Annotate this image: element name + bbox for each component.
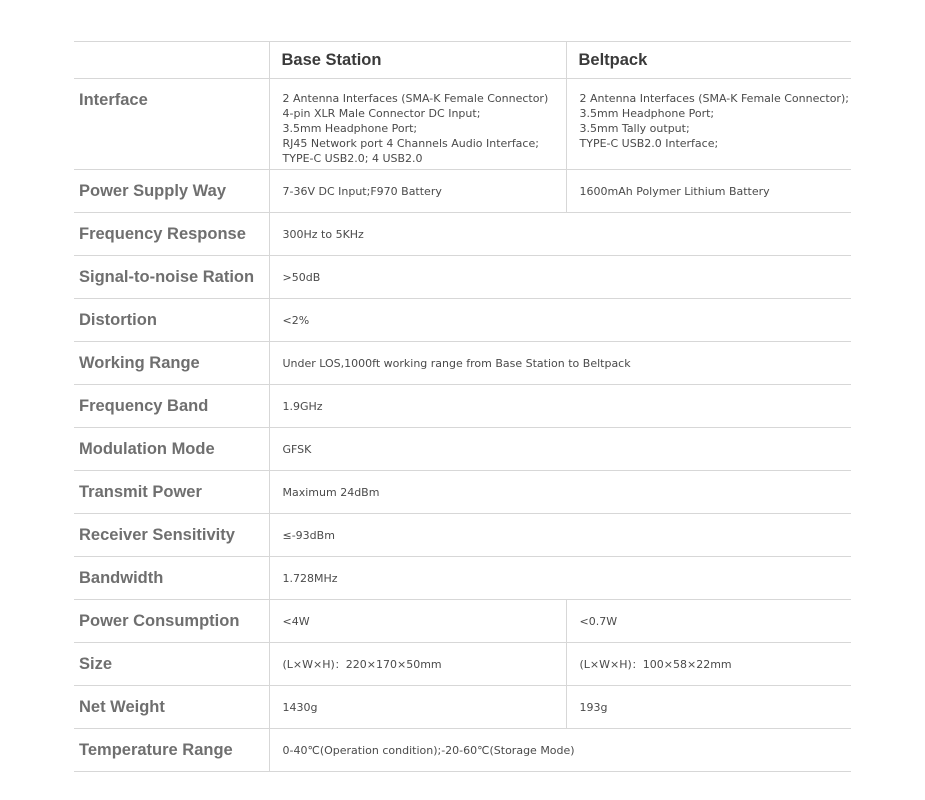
text-line: 2 Antenna Interfaces (SMA-K Female Connector) bbox=[282, 92, 549, 105]
table-row-temperature-range bbox=[74, 729, 851, 772]
shared-value: ≤-93dBm bbox=[269, 514, 851, 557]
text-line: 3.5mm Tally output; bbox=[579, 122, 690, 135]
table-row-frequency-response bbox=[74, 213, 851, 256]
row-label: Modulation Mode bbox=[74, 428, 269, 471]
row-label: Size bbox=[74, 643, 269, 686]
shared-value: Maximum 24dBm bbox=[269, 471, 851, 514]
beltpack-value: <0.7W bbox=[566, 600, 851, 643]
row-label: Power Consumption bbox=[74, 600, 269, 643]
text-line: TYPE-C USB2.0 Interface; bbox=[579, 137, 719, 150]
shared-value: 1.728MHz bbox=[269, 557, 851, 600]
row-label: Frequency Band bbox=[74, 385, 269, 428]
beltpack-value bbox=[566, 79, 851, 170]
table-row-distortion bbox=[74, 299, 851, 342]
table-row-power-supply bbox=[74, 170, 851, 213]
base-station-value bbox=[269, 79, 566, 170]
row-label: Bandwidth bbox=[74, 557, 269, 600]
row-label: Signal-to-noise Ration bbox=[74, 256, 269, 299]
header-corner bbox=[74, 42, 269, 79]
base-station-value: (L×W×H)：220×170×50mm bbox=[269, 643, 566, 686]
table-row-interface bbox=[74, 79, 851, 170]
base-station-value: 7-36V DC Input;F970 Battery bbox=[269, 170, 566, 213]
shared-value: 300Hz to 5KHz bbox=[269, 213, 851, 256]
table-row-working-range bbox=[74, 342, 851, 385]
row-label: Temperature Range bbox=[74, 729, 269, 772]
shared-value: >50dB bbox=[269, 256, 851, 299]
text-line: 3.5mm Headphone Port; bbox=[579, 107, 715, 120]
table-row-frequency-band bbox=[74, 385, 851, 428]
beltpack-value: (L×W×H)：100×58×22mm bbox=[566, 643, 851, 686]
column-header-beltpack: Beltpack bbox=[566, 42, 851, 79]
row-label: Distortion bbox=[74, 299, 269, 342]
table-row-modulation-mode bbox=[74, 428, 851, 471]
row-label: Net Weight bbox=[74, 686, 269, 729]
text-line: 3.5mm Headphone Port; bbox=[282, 122, 418, 135]
text-line: RJ45 Network port 4 Channels Audio Interface; bbox=[282, 137, 539, 150]
table-row-signal-to-noise bbox=[74, 256, 851, 299]
header-row bbox=[74, 42, 851, 79]
table-row-bandwidth bbox=[74, 557, 851, 600]
column-header-base-station: Base Station bbox=[269, 42, 566, 79]
row-label: Frequency Response bbox=[74, 213, 269, 256]
row-label: Interface bbox=[74, 79, 269, 170]
text-line: 2 Antenna Interfaces (SMA-K Female Connector); bbox=[579, 92, 849, 105]
shared-value: 1.9GHz bbox=[269, 385, 851, 428]
table-row-transmit-power bbox=[74, 471, 851, 514]
beltpack-value: 1600mAh Polymer Lithium Battery bbox=[566, 170, 851, 213]
beltpack-value: 193g bbox=[566, 686, 851, 729]
shared-value: 0-40℃(Operation condition);-20-60℃(Storage Mode) bbox=[269, 729, 851, 772]
row-label: Transmit Power bbox=[74, 471, 269, 514]
row-label: Receiver Sensitivity bbox=[74, 514, 269, 557]
shared-value: <2% bbox=[269, 299, 851, 342]
base-station-value: <4W bbox=[269, 600, 566, 643]
row-label: Power Supply Way bbox=[74, 170, 269, 213]
row-label: Working Range bbox=[74, 342, 269, 385]
base-station-value: 1430g bbox=[269, 686, 566, 729]
spec-table bbox=[74, 41, 851, 772]
table-row-net-weight bbox=[74, 686, 851, 729]
shared-value: Under LOS,1000ft working range from Base Station to Beltpack bbox=[269, 342, 851, 385]
shared-value: GFSK bbox=[269, 428, 851, 471]
table-row-receiver-sensitivity bbox=[74, 514, 851, 557]
text-line: TYPE-C USB2.0; 4 USB2.0 bbox=[282, 152, 423, 165]
table-row-power-consumption bbox=[74, 600, 851, 643]
table-row-size bbox=[74, 643, 851, 686]
text-line: 4-pin XLR Male Connector DC Input; bbox=[282, 107, 481, 120]
